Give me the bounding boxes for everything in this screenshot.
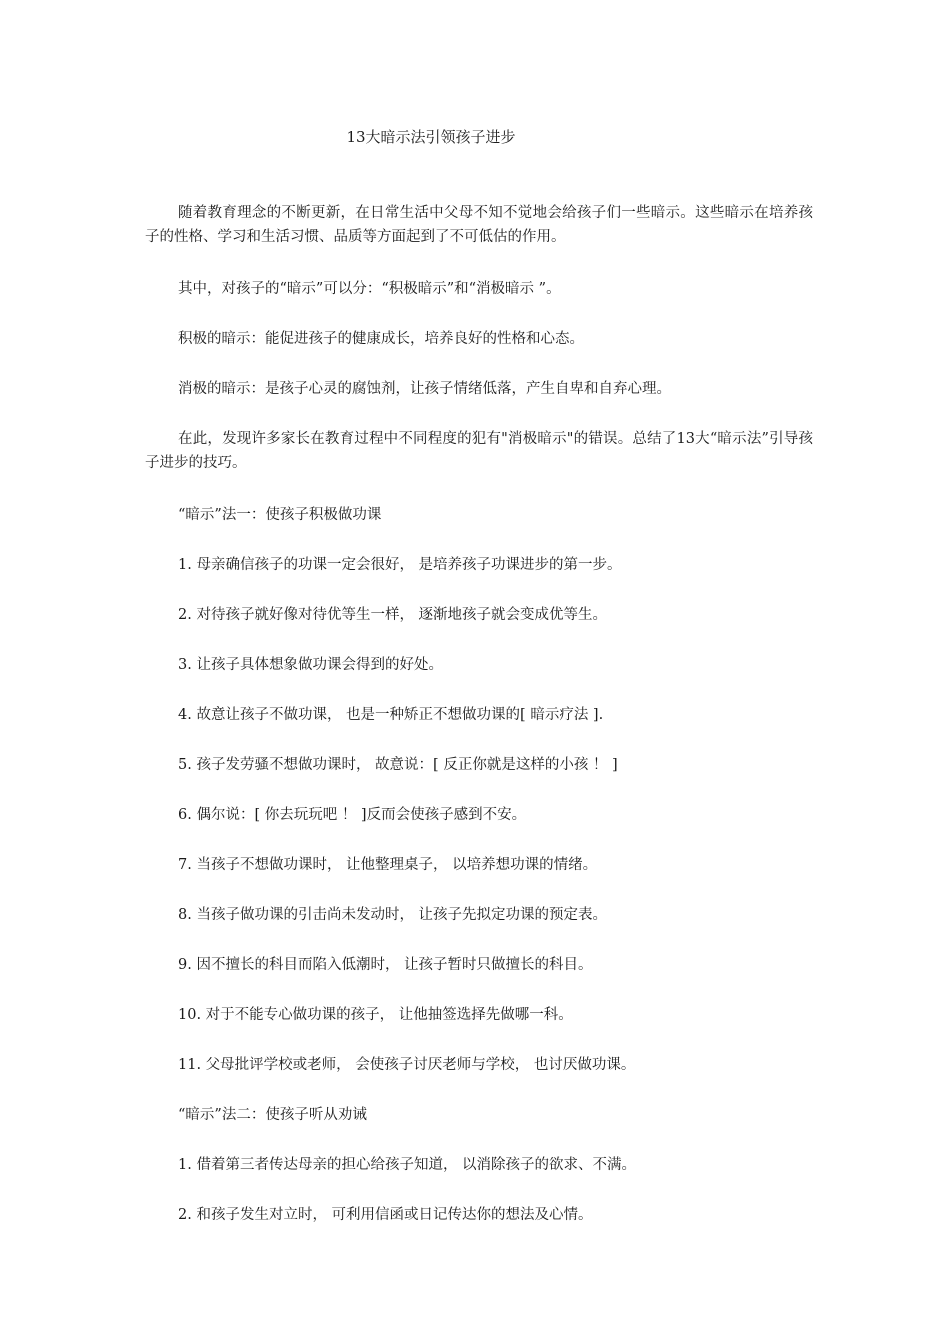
paragraph-negative: 消极的暗示：是孩子心灵的腐蚀剂，让孩子情绪低落，产生自卑和自弃心理。 xyxy=(178,381,671,397)
list-item: 1. 借着第三者传达母亲的担心给孩子知道， 以消除孩子的欲求、不满。 xyxy=(178,1157,637,1173)
list-item: 8. 当孩子做功课的引击尚未发动时， 让孩子先拟定功课的预定表。 xyxy=(178,907,608,923)
list-item: 9. 因不擅长的科目而陷入低潮时， 让孩子暂时只做擅长的科目。 xyxy=(178,957,593,973)
paragraph-summary: 在此，发现许多家长在教育过程中不同程度的犯有"消极暗示"的错误。总结了13大“暗示法”引导孩子进步的技巧。 xyxy=(145,431,813,471)
list-item: 2. 和孩子发生对立时， 可利用信函或日记传达你的想法及心情。 xyxy=(178,1207,593,1223)
section-heading-method-1: “暗示”法一：使孩子积极做功课 xyxy=(178,507,382,523)
list-item: 10. 对于不能专心做功课的孩子， 让他抽签选择先做哪一科。 xyxy=(178,1007,573,1023)
section-heading-method-2: “暗示”法二：使孩子听从劝诫 xyxy=(178,1107,367,1123)
paragraph-intro: 随着教育理念的不断更新，在日常生活中父母不知不觉地会给孩子们一些暗示。这些暗示在培养孩子的性格、学习和生活习惯、品质等方面起到了不可低估的作用。 xyxy=(145,205,813,245)
list-item: 11. 父母批评学校或老师， 会使孩子讨厌老师与学校， 也讨厌做功课。 xyxy=(178,1057,636,1073)
list-item: 4. 故意让孩子不做功课， 也是一种矫正不想做功课的[ 暗示疗法 ]. xyxy=(178,707,604,723)
paragraph-positive: 积极的暗示：能促进孩子的健康成长，培养良好的性格和心态。 xyxy=(178,331,584,347)
list-item: 1. 母亲确信孩子的功课一定会很好， 是培养孩子功课进步的第一步。 xyxy=(178,557,622,573)
document-body xyxy=(145,201,813,1253)
list-item: 6. 偶尔说：[ 你去玩玩吧 ！ ]反而会使孩子感到不安。 xyxy=(178,807,527,823)
list-item: 7. 当孩子不想做功课时， 让他整理桌子， 以培养想功课的情绪。 xyxy=(178,857,598,873)
list-item: 3. 让孩子具体想象做功课会得到的好处。 xyxy=(178,657,443,673)
paragraph-types: 其中，对孩子的“暗示”可以分：“积极暗示”和“消极暗示 ”。 xyxy=(178,281,561,297)
document-title: 13大暗示法引领孩子进步 xyxy=(346,128,516,146)
list-item: 5. 孩子发劳骚不想做功课时， 故意说：[ 反正你就是这样的小孩 ！ ] xyxy=(178,757,618,773)
list-item: 2. 对待孩子就好像对待优等生一样， 逐渐地孩子就会变成优等生。 xyxy=(178,607,608,623)
